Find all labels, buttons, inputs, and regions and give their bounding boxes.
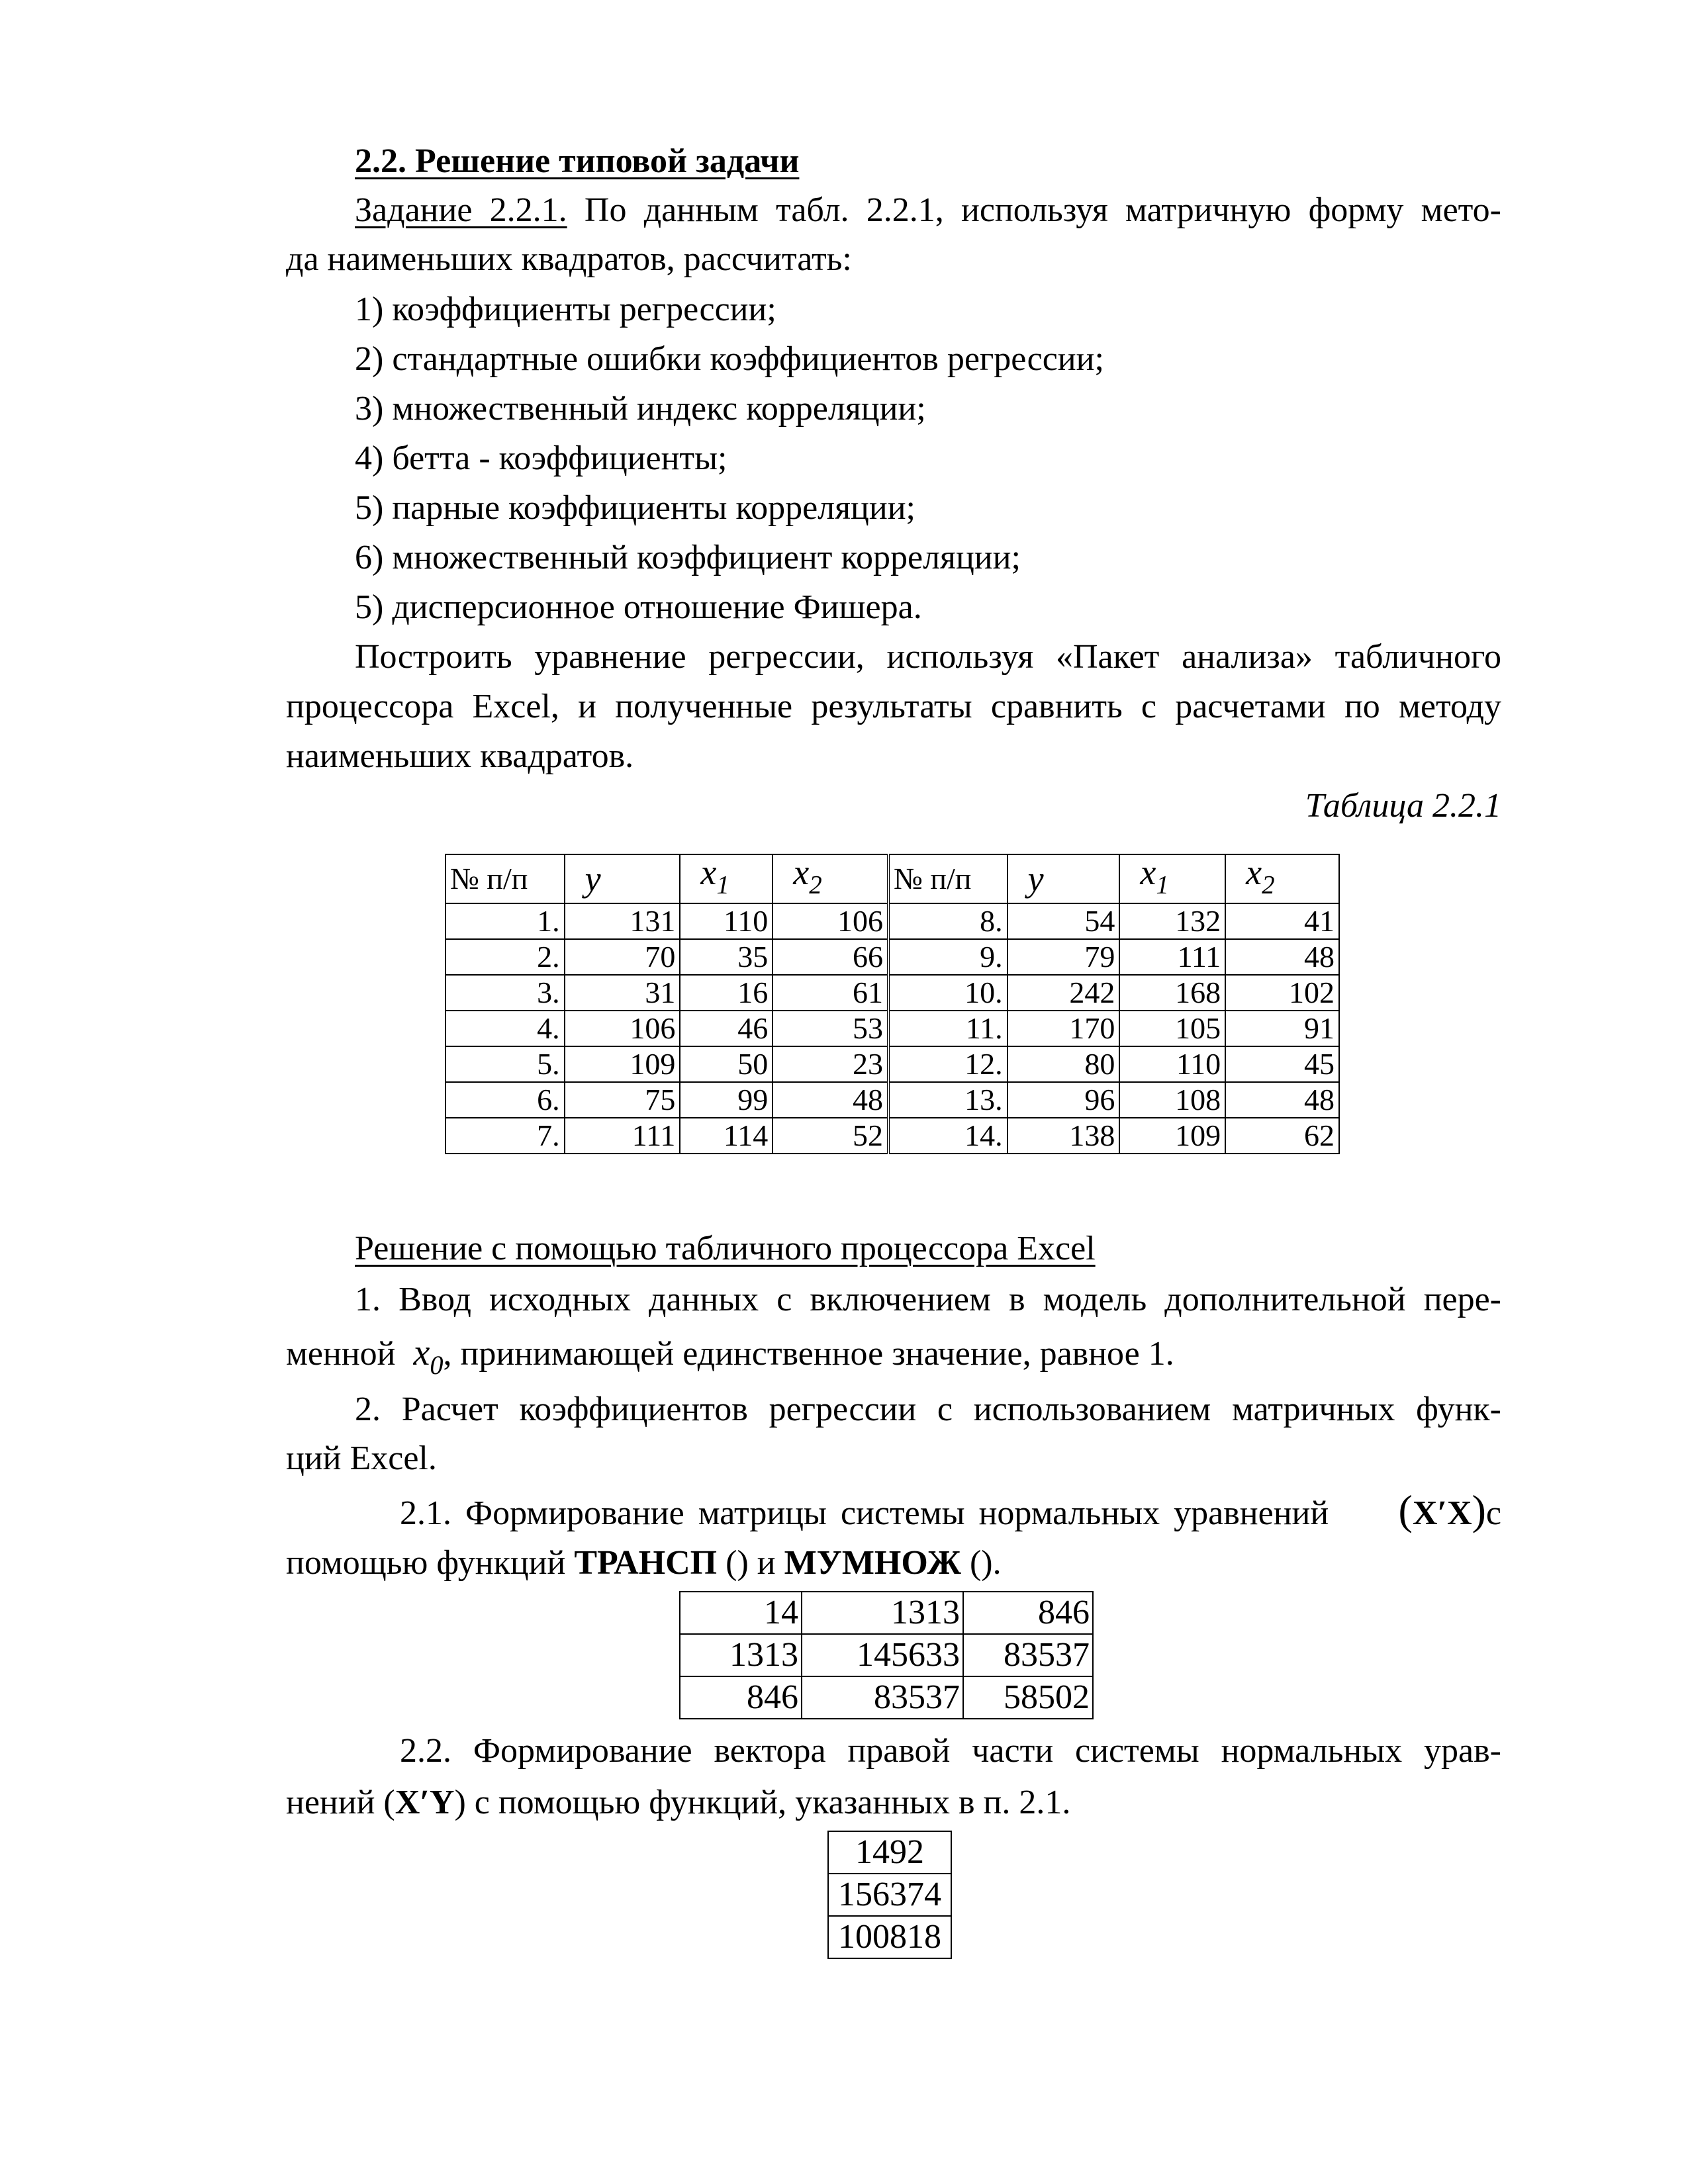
- header-number: № п/п: [445, 854, 565, 903]
- table-cell: 6.: [445, 1082, 565, 1118]
- step21-text: 2.1. Формирование матрицы системы нормальных уравнений: [400, 1494, 1329, 1532]
- matrix-cell: 1313: [802, 1592, 963, 1634]
- table-cell: 4.: [445, 1011, 565, 1046]
- table-cell: 53: [773, 1011, 888, 1046]
- table-cell: 3.: [445, 975, 565, 1011]
- vector-row: [828, 1874, 951, 1916]
- task-line-2: да наименьших квадратов, рассчитать:: [286, 240, 852, 278]
- table-cell: 75: [565, 1082, 680, 1118]
- step2-line-2: ций Excel.: [286, 1439, 437, 1477]
- matrix-row: [680, 1592, 1093, 1634]
- table-cell: 52: [773, 1118, 888, 1154]
- table-cell: 132: [1119, 903, 1225, 939]
- table-cell: 45: [1225, 1046, 1339, 1082]
- step22-line-2: [286, 1782, 1070, 1824]
- vector-expression: X′Y: [395, 1784, 455, 1821]
- table-row: [445, 903, 1339, 939]
- table-cell: 16: [680, 975, 773, 1011]
- matrix-cell: 83537: [963, 1634, 1093, 1676]
- table-cell: 31: [565, 975, 680, 1011]
- vector-row: [828, 1916, 951, 1958]
- matrix-cell: 145633: [802, 1634, 963, 1676]
- function-end: ().: [969, 1544, 1002, 1582]
- matrix-cell: 1313: [680, 1634, 802, 1676]
- vector-row: [828, 1831, 951, 1874]
- table-row: [445, 939, 1339, 975]
- table-cell: 138: [1008, 1118, 1120, 1154]
- table-cell: 61: [773, 975, 888, 1011]
- vector-cell: 1492: [828, 1831, 951, 1874]
- step22-text-b: ) с помощью функций, указанных в п. 2.1.: [454, 1784, 1071, 1821]
- table-cell: 11.: [888, 1011, 1008, 1046]
- task-item: 5) парные коэффициенты корреляции;: [355, 489, 915, 527]
- header-x2: $x_2$: [1225, 854, 1339, 903]
- matrix-cell: 58502: [963, 1676, 1093, 1719]
- task-item: 4) бетта - коэффициенты;: [355, 439, 727, 477]
- table-cell: 66: [773, 939, 888, 975]
- function-mmult: МУМНОЖ: [784, 1544, 961, 1582]
- task-item: 5) дисперсионное отношение Фишера.: [355, 588, 922, 626]
- task-para-line-1: Построить уравнение регрессии, используя «Пакет анализа» табличного: [355, 638, 1501, 676]
- table-body: [445, 903, 1339, 1154]
- table-cell: 7.: [445, 1118, 565, 1154]
- matrix-xtx: [679, 1591, 1094, 1719]
- table-cell: 105: [1119, 1011, 1225, 1046]
- header-number: № п/п: [888, 854, 1008, 903]
- table-cell: 62: [1225, 1118, 1339, 1154]
- table-cell: 79: [1008, 939, 1120, 975]
- header-x1: $x_1$: [1119, 854, 1225, 903]
- table-header-row: [445, 854, 1339, 903]
- step21-text-2: помощью функций: [286, 1544, 566, 1582]
- vector-cell: 100818: [828, 1916, 951, 1958]
- matrix-expression: (X′X)с: [1398, 1486, 1501, 1533]
- table-cell: 10.: [888, 975, 1008, 1011]
- table-row: [445, 1082, 1339, 1118]
- matrix-cell: 846: [963, 1592, 1093, 1634]
- step1-line-1: 1. Ввод исходных данных с включением в модель дополнительной пере-: [355, 1281, 1501, 1318]
- table-cell: 110: [1119, 1046, 1225, 1082]
- header-y: y: [1008, 854, 1120, 903]
- table-cell: 242: [1008, 975, 1120, 1011]
- table-cell: 111: [565, 1118, 680, 1154]
- step22-line-1: 2.2. Формирование вектора правой части системы нормальных урав-: [400, 1732, 1501, 1770]
- task-para-line-3: наименьших квадратов.: [286, 737, 634, 775]
- task-item: 3) множественный индекс корреляции;: [355, 390, 926, 428]
- table-cell: 48: [773, 1082, 888, 1118]
- header-x2: $x_2$: [773, 854, 888, 903]
- table-cell: 91: [1225, 1011, 1339, 1046]
- table-cell: 168: [1119, 975, 1225, 1011]
- solution-title: Решение с помощью табличного процессора Excel: [355, 1230, 1096, 1267]
- vector-cell: 156374: [828, 1874, 951, 1916]
- table-cell: 70: [565, 939, 680, 975]
- table-cell: 109: [565, 1046, 680, 1082]
- table-cell: 102: [1225, 975, 1339, 1011]
- table-cell: 8.: [888, 903, 1008, 939]
- table-row: [445, 1118, 1339, 1154]
- table-cell: 48: [1225, 1082, 1339, 1118]
- matrix-cell: 83537: [802, 1676, 963, 1719]
- task-item: 1) коэффициенты регрессии;: [355, 291, 776, 328]
- step1-line-2: [286, 1332, 1174, 1387]
- task-line-1-text: По данным табл. 2.2.1, используя матричную форму мето-: [584, 191, 1502, 229]
- table-cell: 114: [680, 1118, 773, 1154]
- table-row: [445, 1011, 1339, 1046]
- table-cell: 23: [773, 1046, 888, 1082]
- data-table: [445, 854, 1340, 1154]
- matrix-cell: 846: [680, 1676, 802, 1719]
- task-label: Задание 2.2.1.: [355, 191, 567, 229]
- table-cell: 108: [1119, 1082, 1225, 1118]
- table-row: [445, 1046, 1339, 1082]
- table-cell: 41: [1225, 903, 1339, 939]
- header-y: y: [565, 854, 680, 903]
- task-item: 6) множественный коэффициент корреляции;: [355, 539, 1021, 576]
- step2-line-1: 2. Расчет коэффициентов регрессии с использованием матричных функ-: [355, 1390, 1501, 1428]
- table-cell: 5.: [445, 1046, 565, 1082]
- table-cell: 110: [680, 903, 773, 939]
- table-cell: 1.: [445, 903, 565, 939]
- step1-text-b: , принимающей единственное значение, равное 1.: [443, 1335, 1174, 1373]
- table-caption: Таблица 2.2.1: [1305, 787, 1501, 825]
- table-cell: 170: [1008, 1011, 1120, 1046]
- header-x1: $x_1$: [680, 854, 773, 903]
- table-cell: 48: [1225, 939, 1339, 975]
- table-cell: 14.: [888, 1118, 1008, 1154]
- table-cell: 2.: [445, 939, 565, 975]
- matrix-cell: 14: [680, 1592, 802, 1634]
- vector-xty: [827, 1831, 952, 1959]
- function-connector: () и: [726, 1544, 776, 1582]
- table-cell: 106: [773, 903, 888, 939]
- table-cell: 109: [1119, 1118, 1225, 1154]
- step22-text-a: нений (: [286, 1784, 395, 1821]
- table-cell: 131: [565, 903, 680, 939]
- table-cell: 106: [565, 1011, 680, 1046]
- table-cell: 13.: [888, 1082, 1008, 1118]
- table-cell: 46: [680, 1011, 773, 1046]
- table-row: [445, 975, 1339, 1011]
- section-heading: 2.2. Решение типовой задачи: [355, 142, 800, 180]
- table-cell: 111: [1119, 939, 1225, 975]
- table-cell: 35: [680, 939, 773, 975]
- function-transp: ТРАНСП: [574, 1544, 718, 1582]
- table-cell: 54: [1008, 903, 1120, 939]
- table-cell: 12.: [888, 1046, 1008, 1082]
- step21-line-1: [400, 1486, 1501, 1535]
- step21-line-2: [286, 1542, 1002, 1584]
- step1-text-a: менной: [286, 1335, 396, 1373]
- variable-x0: $x_0$: [413, 1332, 444, 1381]
- task-item: 2) стандартные ошибки коэффициентов регрессии;: [355, 340, 1104, 378]
- table-cell: 9.: [888, 939, 1008, 975]
- task-line-1: [355, 189, 1501, 232]
- matrix-row: [680, 1676, 1093, 1719]
- table-cell: 80: [1008, 1046, 1120, 1082]
- table-cell: 99: [680, 1082, 773, 1118]
- task-para-line-2: процессора Excel, и полученные результаты сравнить с расчетами по методу: [286, 688, 1501, 725]
- table-cell: 50: [680, 1046, 773, 1082]
- matrix-row: [680, 1634, 1093, 1676]
- table-cell: 96: [1008, 1082, 1120, 1118]
